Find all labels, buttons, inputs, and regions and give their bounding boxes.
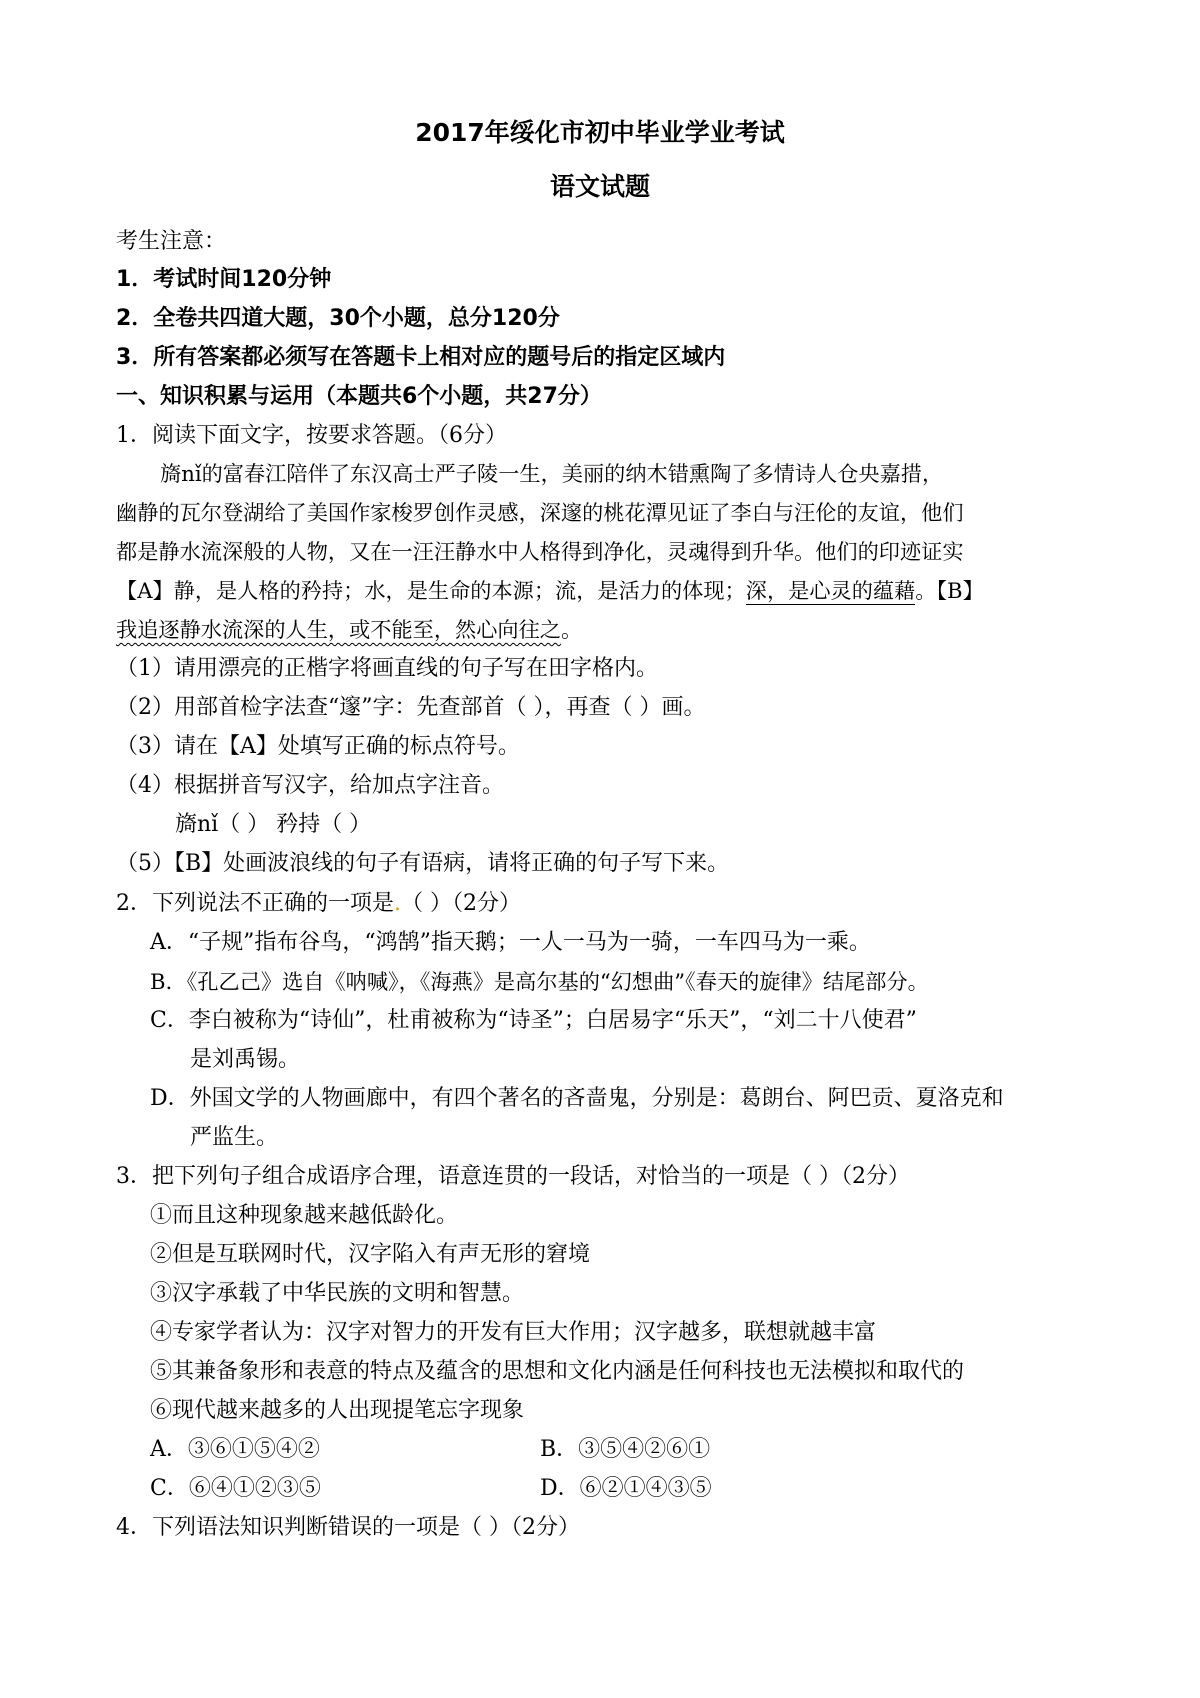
question-3-stem: 3．把下列句子组合成语序合理，语意连贯的一段话，对恰当的一项是（ ）（2分） (116, 1164, 910, 1189)
sub-question: （4）根据拼音写汉字，给加点字注音。 (116, 773, 504, 798)
exam-title: 2017年绥化市初中毕业学业考试 (415, 118, 785, 147)
passage-text: 。【B】 (915, 578, 984, 603)
passage-line (116, 576, 984, 606)
sub-question-blanks: 旖nǐ（ ） 矜持（ ） (175, 812, 372, 837)
option-b: B．③⑤④②⑥① (540, 1437, 711, 1462)
option-c: C．⑥④①②③⑤ (150, 1476, 321, 1501)
section-heading: 一、知识积累与运用（本题共6个小题，共27分） (116, 384, 602, 409)
question-4-stem: 4．下列语法知识判断错误的一项是（ ）（2分） (116, 1515, 580, 1540)
sentence-line: ③汉字承载了中华民族的文明和智慧。 (150, 1281, 525, 1306)
notice-heading: 考生注意： (116, 229, 227, 254)
sentence-line: ④专家学者认为：汉字对智力的开发有巨大作用；汉字越多，联想就越丰富 (150, 1320, 877, 1345)
option-line: D．外国文学的人物画廊中，有四个著名的吝啬鬼，分别是：葛朗台、阿巴贡、夏洛克和 (150, 1086, 1004, 1111)
marker-dot: . (394, 891, 401, 916)
passage-line: 旖nǐ的富春江陪伴了东汉高士严子陵一生，美丽的纳木错熏陶了多情诗人仓央嘉措， (160, 461, 944, 486)
passage-text: 。 (560, 617, 583, 642)
question-text: （ ）（2分） (401, 891, 521, 916)
sub-question: （5）【B】处画波浪线的句子有语病，请将正确的句子写下来。 (116, 851, 730, 876)
option-line: C．李白被称为“诗仙”，杜甫被称为“诗圣”；白居易字“乐天”，“刘二十八使君” (150, 1008, 917, 1033)
sub-question: （2）用部首检字法查“邃”字：先查部首（ ），再查（ ）画。 (116, 695, 706, 720)
question-text: 2．下列说法不正确的一项是 (116, 891, 394, 916)
notice-item: 3．所有答案都必须写在答题卡上相对应的题号后的指定区域内 (116, 345, 726, 370)
option-line: 是刘禹锡。 (190, 1047, 301, 1072)
sentence-line: ②但是互联网时代，汉字陷入有声无形的窘境 (150, 1242, 591, 1267)
question-1-stem: 1．阅读下面文字，按要求答题。（6分） (116, 423, 507, 448)
sentence-line: ①而且这种现象越来越低龄化。 (150, 1203, 459, 1228)
wavy-underlined-sentence: 我追逐静水流深的人生，或不能至，然心向往之 (116, 617, 561, 642)
option-line: A．“子规”指布谷鸟，“鸿鹄”指天鹅；一人一马为一骑，一车四马为一乘。 (150, 930, 871, 955)
underlined-sentence: 深，是心灵的蕴藉 (745, 578, 916, 603)
exam-subtitle: 语文试题 (549, 172, 650, 201)
passage-text: 【A】静，是人格的矜持；水，是生命的本源；流，是活力的体现； (116, 578, 746, 603)
passage-line (116, 615, 582, 645)
sentence-line: ⑤其兼备象形和表意的特点及蕴含的思想和文化内涵是任何科技也无法模拟和取代的 (150, 1359, 965, 1384)
question-2-stem (116, 889, 521, 919)
option-a: A．③⑥①⑤④② (150, 1437, 320, 1462)
passage-line: 幽静的瓦尔登湖给了美国作家梭罗创作灵感，深邃的桃花潭见证了李白与汪伦的友谊，他们 (116, 500, 964, 525)
sentence-line: ⑥现代越来越多的人出现提笔忘字现象 (150, 1398, 525, 1423)
notice-item: 1．考试时间120分钟 (116, 267, 332, 292)
option-line: 严监生。 (190, 1125, 279, 1150)
option-d: D．⑥②①④③⑤ (540, 1476, 712, 1501)
sub-question: （3）请在【A】处填写正确的标点符号。 (116, 734, 520, 759)
option-line: B．《孔乙己》选自《呐喊》，《海燕》是高尔基的“幻想曲”《春天的旋律》结尾部分。 (150, 969, 929, 994)
sub-question: （1）请用漂亮的正楷字将画直线的句子写在田字格内。 (116, 656, 658, 681)
passage-line: 都是静水流深般的人物，又在一汪汪静水中人格得到净化，灵魂得到升华。他们的印迹证实 (116, 539, 964, 564)
notice-item: 2．全卷共四道大题，30个小题，总分120分 (116, 306, 560, 331)
